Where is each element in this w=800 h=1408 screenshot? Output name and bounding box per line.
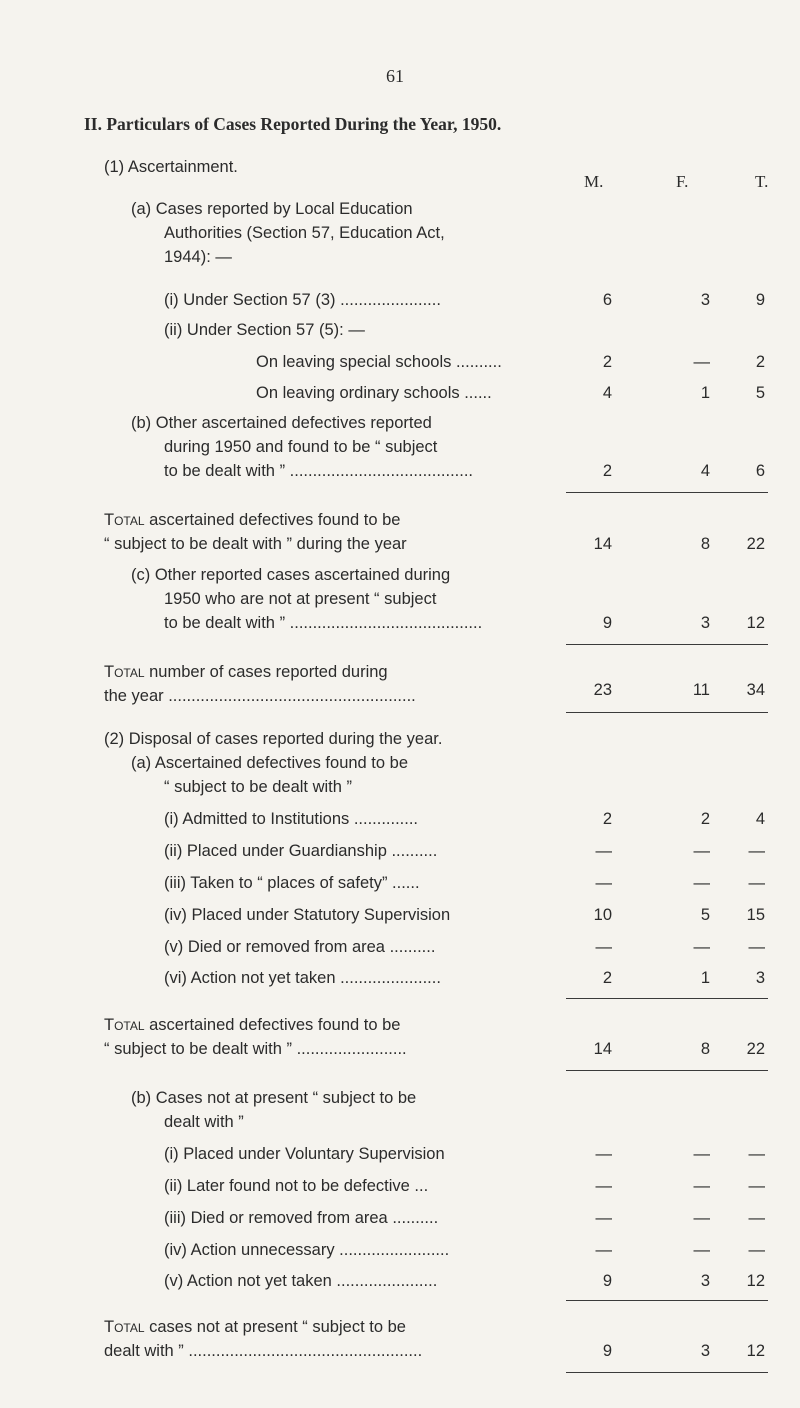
section-1b-line-3: to be dealt with ” ........................................ [164,462,474,480]
row-value-f: 2 [700,810,710,828]
row-value-f: 3 [700,291,710,309]
row-value-t: 3 [755,969,765,987]
section-1-title: (1) Ascertainment. [104,158,238,176]
total-label: Total [104,663,145,681]
total-value-f: 3 [700,1342,710,1360]
row-value-m: 9 [602,1272,612,1290]
row-value-f: 3 [700,1272,710,1290]
row-value-f: — [693,1145,710,1163]
row-value-m: — [595,842,612,860]
row-value-f: — [693,1241,710,1259]
sum-rule [566,1300,768,1301]
row-value-m: 4 [602,384,612,402]
row-value-f: — [693,1209,710,1227]
section-2-title: (2) Disposal of cases reported during the year. [104,730,443,748]
row-value-f: 1 [700,969,710,987]
total-value-m: 9 [602,1342,612,1360]
section-2b-line-2: dealt with ” [164,1113,244,1131]
row-value-t: — [748,1177,765,1195]
row-value-f: 4 [700,462,710,480]
sum-rule [566,1070,768,1071]
page-number: 61 [386,66,404,86]
total-value-t: 34 [746,681,765,699]
row-value-f: 3 [700,614,710,632]
section-1a-line-1: (a) Cases reported by Local Education [131,200,413,218]
row-label: (i) Placed under Voluntary Supervision [164,1145,445,1163]
row-label: (iv) Placed under Statutory Supervision [164,906,451,924]
total-value-t: 22 [746,1040,765,1058]
section-1b-line-2: during 1950 and found to be “ subject [164,438,438,456]
row-value-t: 6 [755,462,765,480]
row-value-t: 15 [746,906,765,924]
row-value-t: 5 [755,384,765,402]
row-value-m: — [595,1145,612,1163]
row-label: (ii) Later found not to be defective ... [164,1177,429,1195]
row-value-m: 9 [602,614,612,632]
row-value-t: 12 [746,1272,765,1290]
column-header-m: M. [584,172,604,191]
row-value-m: — [595,938,612,956]
section-1b-line-1: (b) Other ascertained defectives reported [131,414,432,432]
row-ii-intro: (ii) Under Section 57 (5): — [164,321,365,339]
row-value-t: — [748,1241,765,1259]
total-value-t: 12 [746,1342,765,1360]
row-label: On leaving ordinary schools ...... [256,384,492,402]
total-1-line-2: “ subject to be dealt with ” during the year [104,535,407,553]
section-2a-line-2: “ subject to be dealt with ” [164,778,353,796]
total-4-line-2: dealt with ” ................................................... [104,1342,423,1360]
total-label: Total [104,511,145,529]
row-label: (iii) Died or removed from area .......... [164,1209,439,1227]
section-2b-line-1: (b) Cases not at present “ subject to be [131,1089,417,1107]
total-value-t: 22 [746,535,765,553]
total-3-line-2: “ subject to be dealt with ” ........................ [104,1040,407,1058]
row-label: (v) Action not yet taken ...................... [164,1272,438,1290]
row-value-t: 4 [755,810,765,828]
total-value-f: 8 [700,1040,710,1058]
row-value-t: 12 [746,614,765,632]
total-2-text: number of cases reported during [149,663,388,681]
row-value-m: — [595,1177,612,1195]
row-label: (ii) Placed under Guardianship .......... [164,842,438,860]
total-4-text: cases not at present “ subject to be [149,1318,406,1336]
row-label: (v) Died or removed from area .......... [164,938,436,956]
row-value-f: — [693,842,710,860]
row-value-m: — [595,1209,612,1227]
total-value-m: 14 [593,535,612,553]
total-value-m: 14 [593,1040,612,1058]
row-value-m: 2 [602,969,612,987]
sum-rule [566,712,768,713]
total-value-f: 11 [692,681,710,699]
total-label: Total [104,1318,145,1336]
row-value-t: 2 [755,353,765,371]
row-value-m: 6 [602,291,612,309]
row-label: (vi) Action not yet taken ...................... [164,969,441,987]
page-heading: II. Particulars of Cases Reported During the Year, 1950. [84,114,502,134]
total-2-line-1 [104,662,388,682]
row-value-f: 1 [700,384,710,402]
row-value-m: 2 [602,810,612,828]
row-value-m: 2 [602,353,612,371]
row-label: On leaving special schools .......... [256,353,502,371]
total-label: Total [104,1016,145,1034]
sum-rule [566,492,768,493]
total-3-line-1 [104,1015,400,1035]
section-1a-line-2: Authorities (Section 57, Education Act, [164,224,445,242]
total-2-line-2: the year ...................................................... [104,687,416,705]
row-value-t: — [748,938,765,956]
row-value-m: — [595,1241,612,1259]
row-value-m: 10 [593,906,612,924]
total-value-f: 8 [700,535,710,553]
row-value-t: — [748,842,765,860]
total-1-text: ascertained defectives found to be [149,511,401,529]
row-label: (i) Under Section 57 (3) ...................... [164,291,441,309]
sum-rule [566,998,768,999]
row-value-f: 5 [700,906,710,924]
row-value-m: — [595,874,612,892]
sum-rule [566,1372,768,1373]
section-1c-line-3: to be dealt with ” .......................................... [164,614,483,632]
row-value-f: — [693,1177,710,1195]
row-value-t: — [748,1209,765,1227]
section-1c-line-1: (c) Other reported cases ascertained during [131,566,451,584]
row-value-m: 2 [602,462,612,480]
total-1-line-1 [104,510,400,530]
row-value-t: — [748,874,765,892]
total-3-text: ascertained defectives found to be [149,1016,401,1034]
column-header-t: T. [755,172,769,191]
section-2a-line-1: (a) Ascertained defectives found to be [131,754,409,772]
row-value-f: — [693,353,710,371]
row-value-f: — [693,938,710,956]
row-value-f: — [693,874,710,892]
row-label: (iii) Taken to “ places of safety” ...... [164,874,420,892]
row-value-t: — [748,1145,765,1163]
sum-rule [566,644,768,645]
row-label: (i) Admitted to Institutions .............. [164,810,419,828]
row-label: (iv) Action unnecessary ........................ [164,1241,450,1259]
total-4-line-1 [104,1317,406,1337]
column-header-f: F. [676,172,689,191]
section-1a-line-3: 1944): — [164,248,232,266]
section-1c-line-2: 1950 who are not at present “ subject [164,590,437,608]
row-value-t: 9 [755,291,765,309]
total-value-m: 23 [593,681,612,699]
